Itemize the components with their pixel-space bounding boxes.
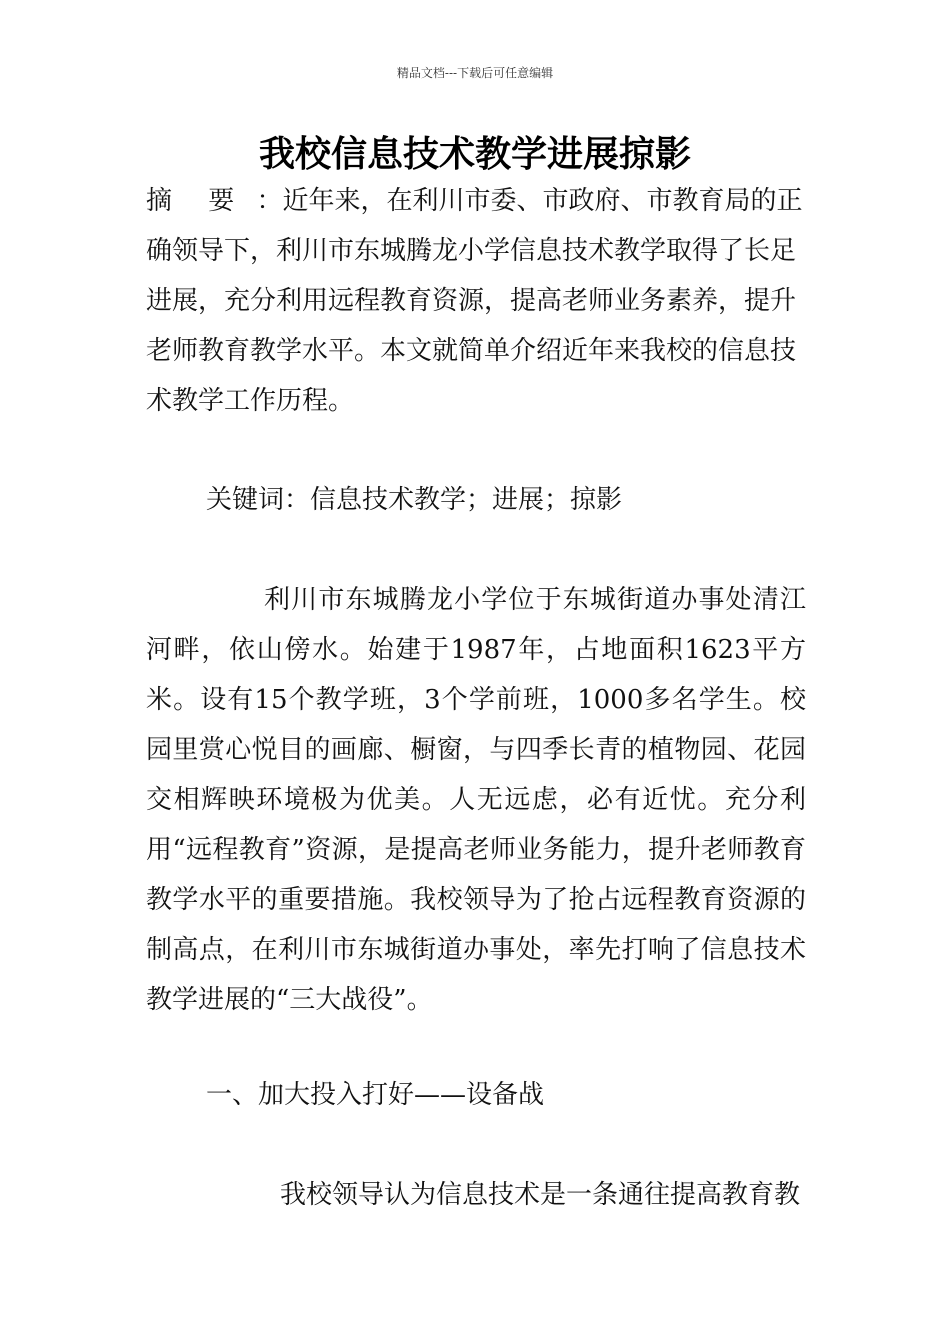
abstract-paragraph xyxy=(146,176,806,426)
document-title: 我校信息技术教学进展掠影 xyxy=(258,134,691,175)
abstract-text: 近年来，在利川市委、市政府、市教育局的正确领导下，利川市东城腾龙小学信息技术教学取得了长足进展，充分利用远程教育资源，提高老师业务素养，提升老师教育教学水平。本文就简单介绍近年来我校的信息技术教学工作历程。 xyxy=(146,186,803,416)
header-note: 精品文档---下载后可任意编辑 xyxy=(396,66,554,80)
keywords-line xyxy=(146,475,806,525)
abstract-separator: ： xyxy=(248,186,283,216)
keywords-label: 关键词： xyxy=(206,485,311,515)
body-paragraph-1: 利川市东城腾龙小学位于东城街道办事处清江河畔，依山傍水。始建于1987年，占地面积1623平方米。设有15个教学班，3个学前班，1000多名学生。校园里赏心悦目的画廊、橱窗，与四季长青的植物园、花园交相辉映环境极为优美。人无远虑，必有近忧。充分利用“远程教育”资源，是提高老师业务能力，提升老师教育教学水平的重要措施。我校领导为了抢占远程教育资源的制高点，在利川市东城街道办事处，率先打响了信息技术教学进展的“三大战役”。 xyxy=(146,585,806,1015)
abstract-label: 摘 要 xyxy=(146,186,249,216)
keywords-text: 信息技术教学；进展；掠影 xyxy=(310,485,623,515)
section-heading-1: 一、加大投入打好——设备战 xyxy=(206,1080,545,1110)
body-paragraph-2: 我校领导认为信息技术是一条通往提高教育教 xyxy=(280,1180,801,1210)
